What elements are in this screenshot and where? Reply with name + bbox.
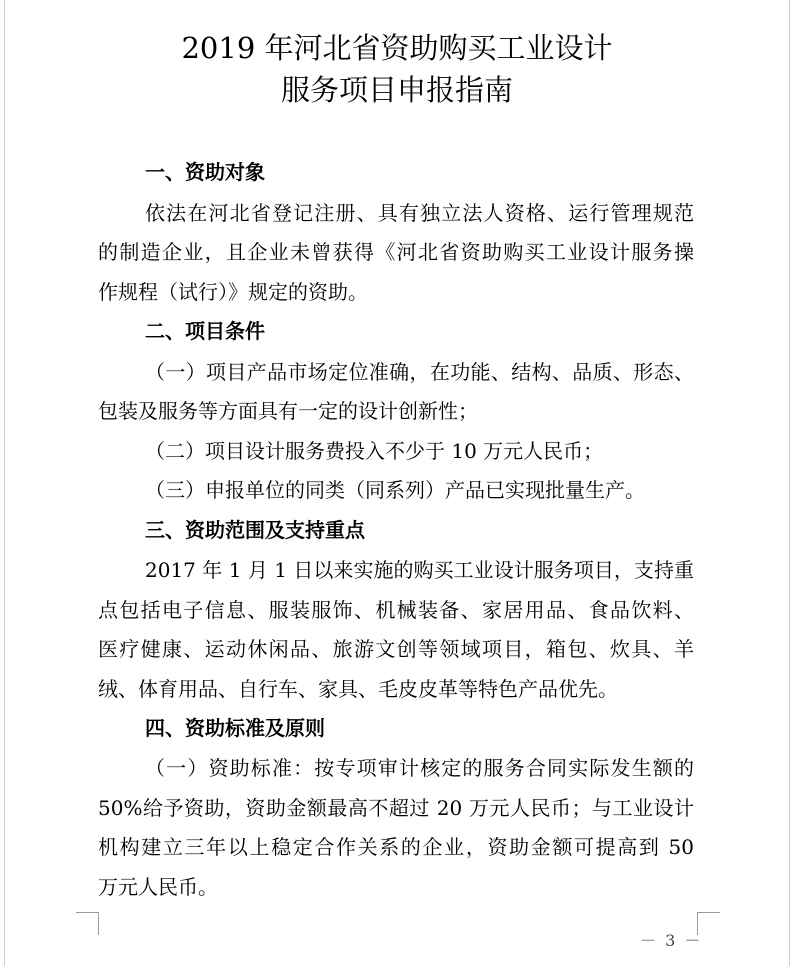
page-corner-mark-left xyxy=(76,912,99,935)
page-left-edge xyxy=(4,0,5,966)
section-heading-4: 四、资助标准及原则 xyxy=(145,716,325,740)
paragraph-line: （三）申报单位的同类（同系列）产品已实现批量生产。 xyxy=(145,478,645,502)
paragraph-line: 包装及服务等方面具有一定的设计创新性； xyxy=(98,399,478,423)
section-heading-3: 三、资助范围及支持重点 xyxy=(145,518,365,542)
document-title-line-1: 2019 年河北省资助购买工业设计 xyxy=(181,31,613,65)
paragraph-line: 万元人民币。 xyxy=(98,875,218,899)
paragraph-line: （二）项目设计服务费投入不少于 10 万元人民币； xyxy=(145,439,604,463)
paragraph-line: 医疗健康、运动休闲品、旅游文创等领域项目，箱包、炊具、羊 xyxy=(98,637,694,661)
page-number: － 3 － xyxy=(640,931,703,950)
paragraph-line: 绒、体育用品、自行车、家具、毛皮皮革等特色产品优先。 xyxy=(98,677,618,701)
paragraph-line: （一）资助标准：按专项审计核定的服务合同实际发生额的 xyxy=(145,756,694,780)
section-heading-1: 一、资助对象 xyxy=(145,160,265,184)
paragraph-line: 的制造企业，且企业未曾获得《河北省资助购买工业设计服务操 xyxy=(98,240,694,264)
section-heading-2: 二、项目条件 xyxy=(145,319,265,343)
paragraph-line: 依法在河北省登记注册、具有独立法人资格、运行管理规范 xyxy=(145,201,694,225)
document-title-line-2: 服务项目申报指南 xyxy=(280,73,513,107)
paragraph-line: 2017 年 1 月 1 日以来实施的购买工业设计服务项目，支持重 xyxy=(145,558,694,582)
paragraph-line: 点包括电子信息、服装服饰、机械装备、家居用品、食品饮料、 xyxy=(98,598,694,622)
paragraph-line: （一）项目产品市场定位准确，在功能、结构、品质、形态、 xyxy=(145,360,694,384)
paragraph-line: 作规程（试行）》规定的资助。 xyxy=(98,280,368,304)
page-right-edge xyxy=(789,0,790,966)
paragraph-line: 50%给予资助，资助金额最高不超过 20 万元人民币；与工业设计 xyxy=(98,796,694,820)
paragraph-line: 机构建立三年以上稳定合作关系的企业，资助金额可提高到 50 xyxy=(98,835,694,859)
